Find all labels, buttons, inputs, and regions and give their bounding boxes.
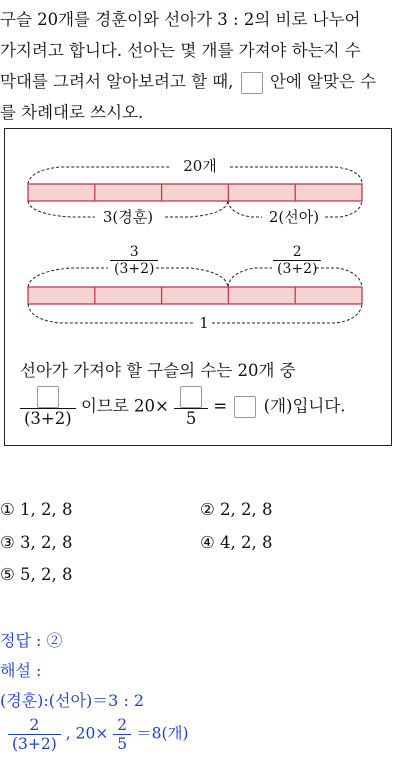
answer-label: 정답 : ② bbox=[0, 631, 63, 650]
label-left: 3(경훈) bbox=[102, 208, 154, 226]
bar-2 bbox=[28, 287, 362, 304]
calc-frac2-den: 5 bbox=[113, 734, 131, 753]
question-line-4: 를 차례대로 쓰시오. bbox=[0, 103, 144, 122]
choice-text: 2, 2, 8 bbox=[220, 500, 273, 519]
calc-frac-num: 2 bbox=[29, 716, 40, 734]
blank-box bbox=[37, 386, 59, 408]
bar-1 bbox=[28, 184, 362, 201]
choice-1[interactable] bbox=[0, 500, 73, 519]
frac-left bbox=[110, 244, 158, 277]
ratio-line: (경훈):(선아)＝3 : 2 bbox=[0, 691, 145, 710]
question-line-2: 가지려고 합니다. 선아는 몇 개를 가져야 하는지 수 bbox=[0, 41, 361, 60]
question-line-3-after: 안에 알맞은 수 bbox=[269, 72, 377, 91]
explain-label: 해설 : bbox=[0, 661, 42, 680]
expr-end: (개)입니다. bbox=[263, 396, 346, 416]
calc-result: ＝8(개) bbox=[136, 724, 189, 743]
choice-4[interactable] bbox=[200, 533, 273, 552]
choice-mark: ① bbox=[0, 500, 15, 519]
frac-left-num: 3 bbox=[129, 244, 139, 260]
calc-frac2-num: 2 bbox=[117, 716, 128, 734]
expr-frac-den: 5 bbox=[174, 408, 208, 428]
box-expression bbox=[20, 386, 346, 428]
choice-text: 3, 2, 8 bbox=[20, 533, 73, 552]
frac-right-num: 2 bbox=[292, 244, 302, 260]
choice-3[interactable] bbox=[0, 533, 73, 552]
blank-box bbox=[234, 396, 256, 418]
choice-2[interactable] bbox=[200, 500, 273, 519]
calc-frac-den: (3+2) bbox=[8, 734, 61, 753]
question-line-3-before: 막대를 그려서 알아보려고 할 때, bbox=[0, 72, 234, 91]
expr-mid: 이므로 20× bbox=[80, 396, 169, 416]
choice-text: 1, 2, 8 bbox=[20, 500, 73, 519]
bottom-total-brace bbox=[28, 304, 362, 323]
frac-right bbox=[273, 244, 321, 277]
choice-mark: ③ bbox=[0, 533, 15, 552]
box-sentence: 선아가 가져야 할 구슬의 수는 20개 중 bbox=[20, 361, 296, 380]
calc-line bbox=[8, 716, 189, 753]
expr-eq: = bbox=[213, 396, 228, 416]
top-total-label: 20개 bbox=[183, 157, 217, 175]
label-right: 2(선아) bbox=[268, 208, 320, 226]
bottom-total-label: 1 bbox=[199, 314, 209, 332]
frac-left-den: (3+2) bbox=[110, 260, 158, 277]
choice-mark: ② bbox=[200, 500, 215, 519]
choice-mark: ⑤ bbox=[0, 565, 15, 584]
frac-right-den: (3+2) bbox=[273, 260, 321, 277]
calc-prefix: , 20× bbox=[65, 724, 109, 743]
choice-5[interactable] bbox=[0, 565, 73, 584]
choice-text: 5, 2, 8 bbox=[20, 565, 73, 584]
choice-text: 4, 2, 8 bbox=[220, 533, 273, 552]
blank-box bbox=[180, 386, 202, 408]
choice-mark: ④ bbox=[200, 533, 215, 552]
expr-den: (3+2) bbox=[20, 408, 76, 428]
question-line-1: 구슬 20개를 경훈이와 선아가 3 : 2의 비로 나누어 bbox=[0, 10, 361, 29]
